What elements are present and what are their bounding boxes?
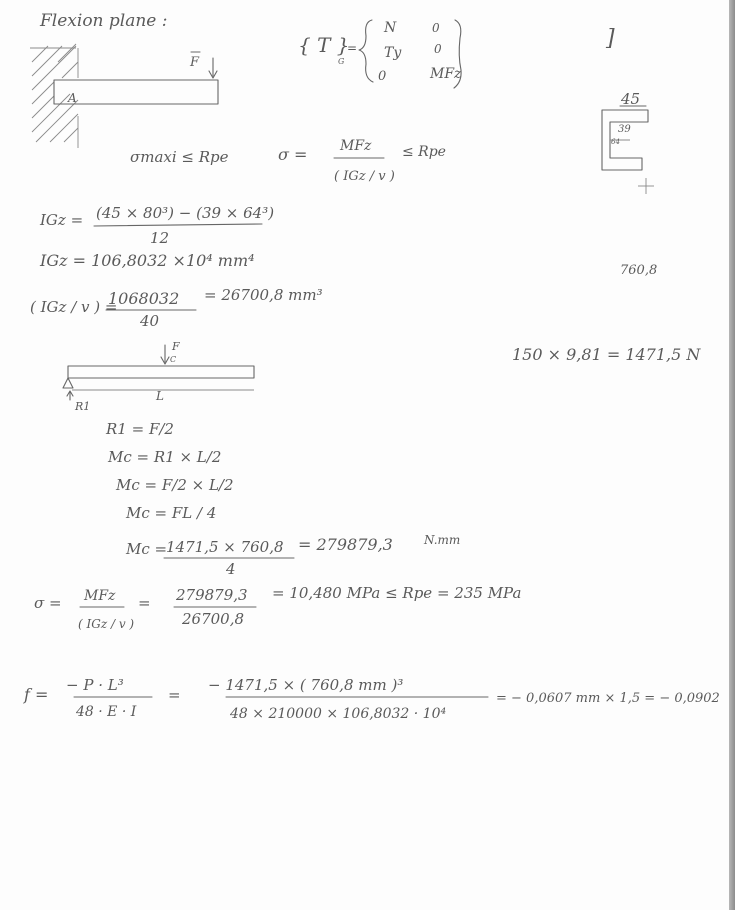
moment-step-2: Mc = R1 × L/2 <box>108 448 222 466</box>
torsor-row3-col1: 0 <box>378 69 387 84</box>
point-label: A <box>68 91 77 105</box>
beam-rect <box>54 80 218 104</box>
stress-lhs: σ = <box>34 594 62 612</box>
deflection-result: = − 0,0607 mm × 1,5 = − 0,0902 <box>496 691 720 706</box>
span-label: L <box>156 389 164 403</box>
inertia-numerator: (45 × 80³) − (39 × 64³) <box>96 204 275 222</box>
torsor-row1-col1: N <box>384 20 397 36</box>
support-beam-rect <box>68 366 254 378</box>
torsor-row2-col1: Ty <box>384 45 402 61</box>
stress-frac2-denominator: 26700,8 <box>182 610 245 628</box>
deflection-frac1-denominator: 48 · E · I <box>76 704 137 720</box>
deflection-equals: = <box>168 686 181 704</box>
center-force-label: F <box>172 340 180 353</box>
weight-note: 150 × 9,81 = 1471,5 N <box>512 345 701 364</box>
criterion-rhs: ≤ Rpe <box>402 144 446 160</box>
torsor-left-brace <box>359 20 373 82</box>
inertia-denominator: 12 <box>150 229 170 247</box>
modulus-numerator: 1068032 <box>108 289 180 308</box>
moment-value-lhs: Mc = <box>126 540 168 558</box>
modulus-result: = 26700,8 mm³ <box>204 286 323 304</box>
torsor-lhs: { T } <box>298 33 350 57</box>
stress-frac2-numerator: 279879,3 <box>176 586 248 604</box>
moment-value-denominator: 4 <box>226 560 236 578</box>
moment-step-3: Mc = F/2 × L/2 <box>116 476 234 494</box>
reaction-label: R1 <box>75 400 91 413</box>
criterion-numerator: MFz <box>340 138 372 154</box>
stress-frac1-numerator: MFz <box>84 588 116 604</box>
inertia-fraction-bar <box>94 224 262 226</box>
deflection-frac2-numerator: − 1471,5 × ( 760,8 mm )³ <box>208 676 404 694</box>
force-label: F <box>190 55 200 70</box>
inner-height-label: 64 <box>611 138 620 146</box>
torsor-equals: = <box>347 41 358 55</box>
stress-equals: = <box>138 594 151 612</box>
center-force-sub: C <box>170 355 177 364</box>
deflection-frac2-denominator: 48 × 210000 × 106,8032 · 10⁴ <box>230 706 447 722</box>
pin-support <box>63 378 73 388</box>
deflection-lhs: f = <box>24 685 49 704</box>
moment-step-1: R1 = F/2 <box>106 420 174 438</box>
moment-value-result: = 279879,3 <box>298 535 393 554</box>
cantilever-sketch <box>30 44 218 148</box>
page-title: Flexion plane : <box>40 11 168 31</box>
modulus-denominator: 40 <box>140 312 160 330</box>
torsor-row2-col2: 0 <box>434 42 442 56</box>
torsor-row1-col2: 0 <box>432 21 440 35</box>
stress-result: = 10,480 MPa ≤ Rpe = 235 MPa <box>272 584 522 602</box>
moment-step-4: Mc = FL / 4 <box>126 504 217 522</box>
moment-value-numerator: 1471,5 × 760,8 <box>166 538 284 556</box>
stress-frac1-denominator: ( IGz / v ) <box>78 617 135 631</box>
support-sketch <box>63 340 254 413</box>
criterion-lhs: σmaxi ≤ Rpe <box>130 148 229 166</box>
torsor-row3-col2: MFz <box>430 66 462 82</box>
cursor-crosshair <box>638 178 654 194</box>
inertia-result: IGz = 106,8032 ×10⁴ mm⁴ <box>40 251 255 270</box>
inner-width-label: 39 <box>618 124 631 135</box>
deflection-frac1-numerator: − P · L³ <box>66 676 124 694</box>
modulus-lhs: ( IGz / v ) = <box>30 298 118 316</box>
torsor-subscript: G <box>338 57 345 66</box>
section-sketch <box>602 90 648 170</box>
length-note: 760,8 <box>620 263 658 278</box>
outer-width-label: 45 <box>621 90 641 108</box>
moment-value-unit: N.mm <box>424 533 461 547</box>
criterion-sigma: σ = <box>278 145 308 164</box>
bracket-mark: ] <box>606 26 615 51</box>
criterion-denominator: ( IGz / v ) <box>334 169 395 184</box>
inertia-lhs: IGz = <box>40 211 84 229</box>
